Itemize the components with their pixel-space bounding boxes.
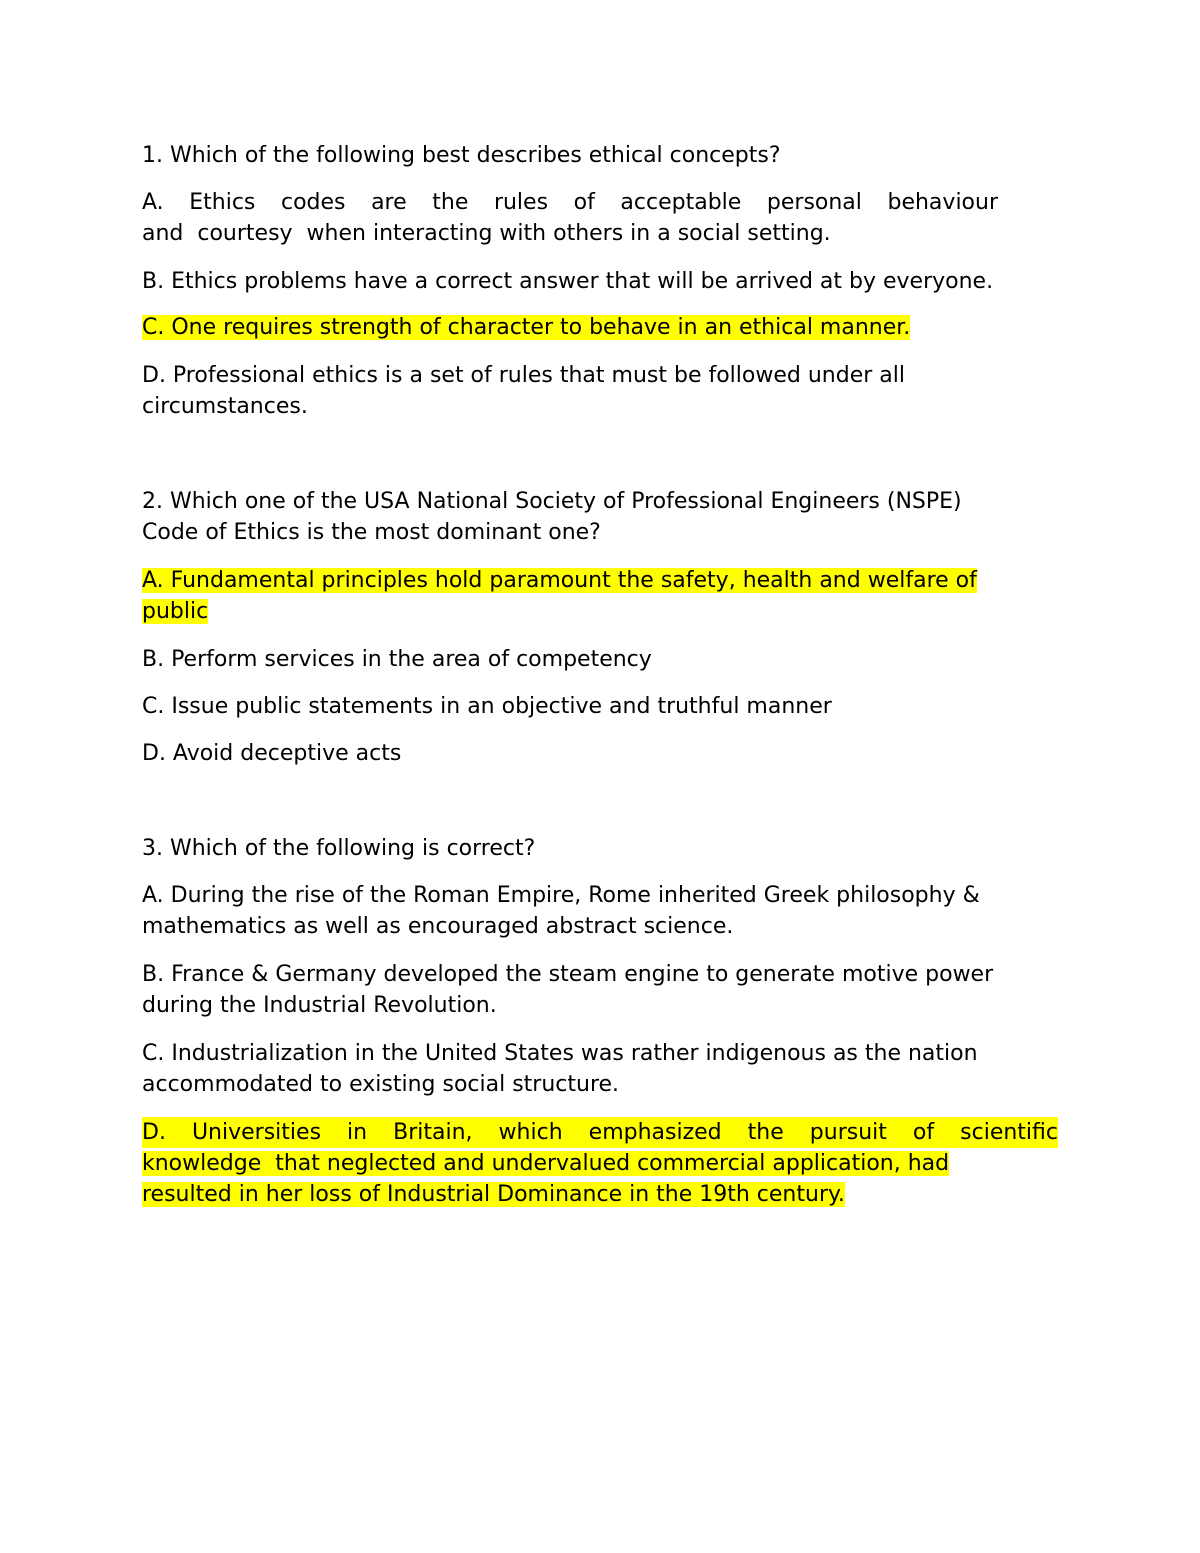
question-3-option-d xyxy=(142,1117,1058,1148)
question-1-option-a xyxy=(142,187,998,218)
question-3-option-c: C. Industrialization in the United States was rather indigenous as the nation xyxy=(142,1041,978,1066)
question-1-option-c xyxy=(142,312,910,343)
option-a-line-1: A. Ethics codes are the rules of acceptable personal behaviour xyxy=(142,190,998,215)
highlighted-answer: D. Universities in Britain, which emphasized the pursuit of scientific xyxy=(142,1117,1058,1148)
question-3-option-b: B. France & Germany developed the steam engine to generate motive power xyxy=(142,962,994,987)
question-1-option-d-cont: circumstances. xyxy=(142,394,308,419)
highlighted-answer: C. One requires strength of character to behave in an ethical manner. xyxy=(142,315,911,340)
question-2-stem: 2. Which one of the USA National Society of Professional Engineers (NSPE) xyxy=(142,489,962,514)
question-2-option-a-cont xyxy=(142,596,208,627)
highlighted-answer: public xyxy=(142,599,209,624)
question-3-option-d-cont-2 xyxy=(142,1179,845,1210)
question-3-option-a-cont: mathematics as well as encouraged abstract science. xyxy=(142,914,734,939)
highlighted-answer: A. Fundamental principles hold paramount the safety, health and welfare of xyxy=(142,568,977,593)
question-1-option-d: D. Professional ethics is a set of rules that must be followed under all xyxy=(142,363,905,388)
question-2-stem-cont: Code of Ethics is the most dominant one? xyxy=(142,520,601,545)
question-2-option-a xyxy=(142,565,977,596)
question-2-option-b: B. Perform services in the area of competency xyxy=(142,647,652,672)
question-3-option-a: A. During the rise of the Roman Empire, Rome inherited Greek philosophy & xyxy=(142,883,980,908)
question-3-option-b-cont: during the Industrial Revolution. xyxy=(142,993,497,1018)
highlighted-answer: knowledge that neglected and undervalued commercial application, had xyxy=(142,1151,950,1176)
highlighted-answer: resulted in her loss of Industrial Dominance in the 19th century. xyxy=(142,1182,845,1207)
question-3-option-c-cont: accommodated to existing social structure. xyxy=(142,1072,620,1097)
question-1-stem: 1. Which of the following best describes ethical concepts? xyxy=(142,143,781,168)
question-3-stem: 3. Which of the following is correct? xyxy=(142,836,536,861)
question-2-option-c: C. Issue public statements in an objective and truthful manner xyxy=(142,694,832,719)
question-3-option-d-cont xyxy=(142,1148,949,1179)
question-2-option-d: D. Avoid deceptive acts xyxy=(142,741,402,766)
question-1-option-b: B. Ethics problems have a correct answer that will be arrived at by everyone. xyxy=(142,269,994,294)
question-1-option-a-cont: and courtesy when interacting with others in a social setting. xyxy=(142,221,831,246)
